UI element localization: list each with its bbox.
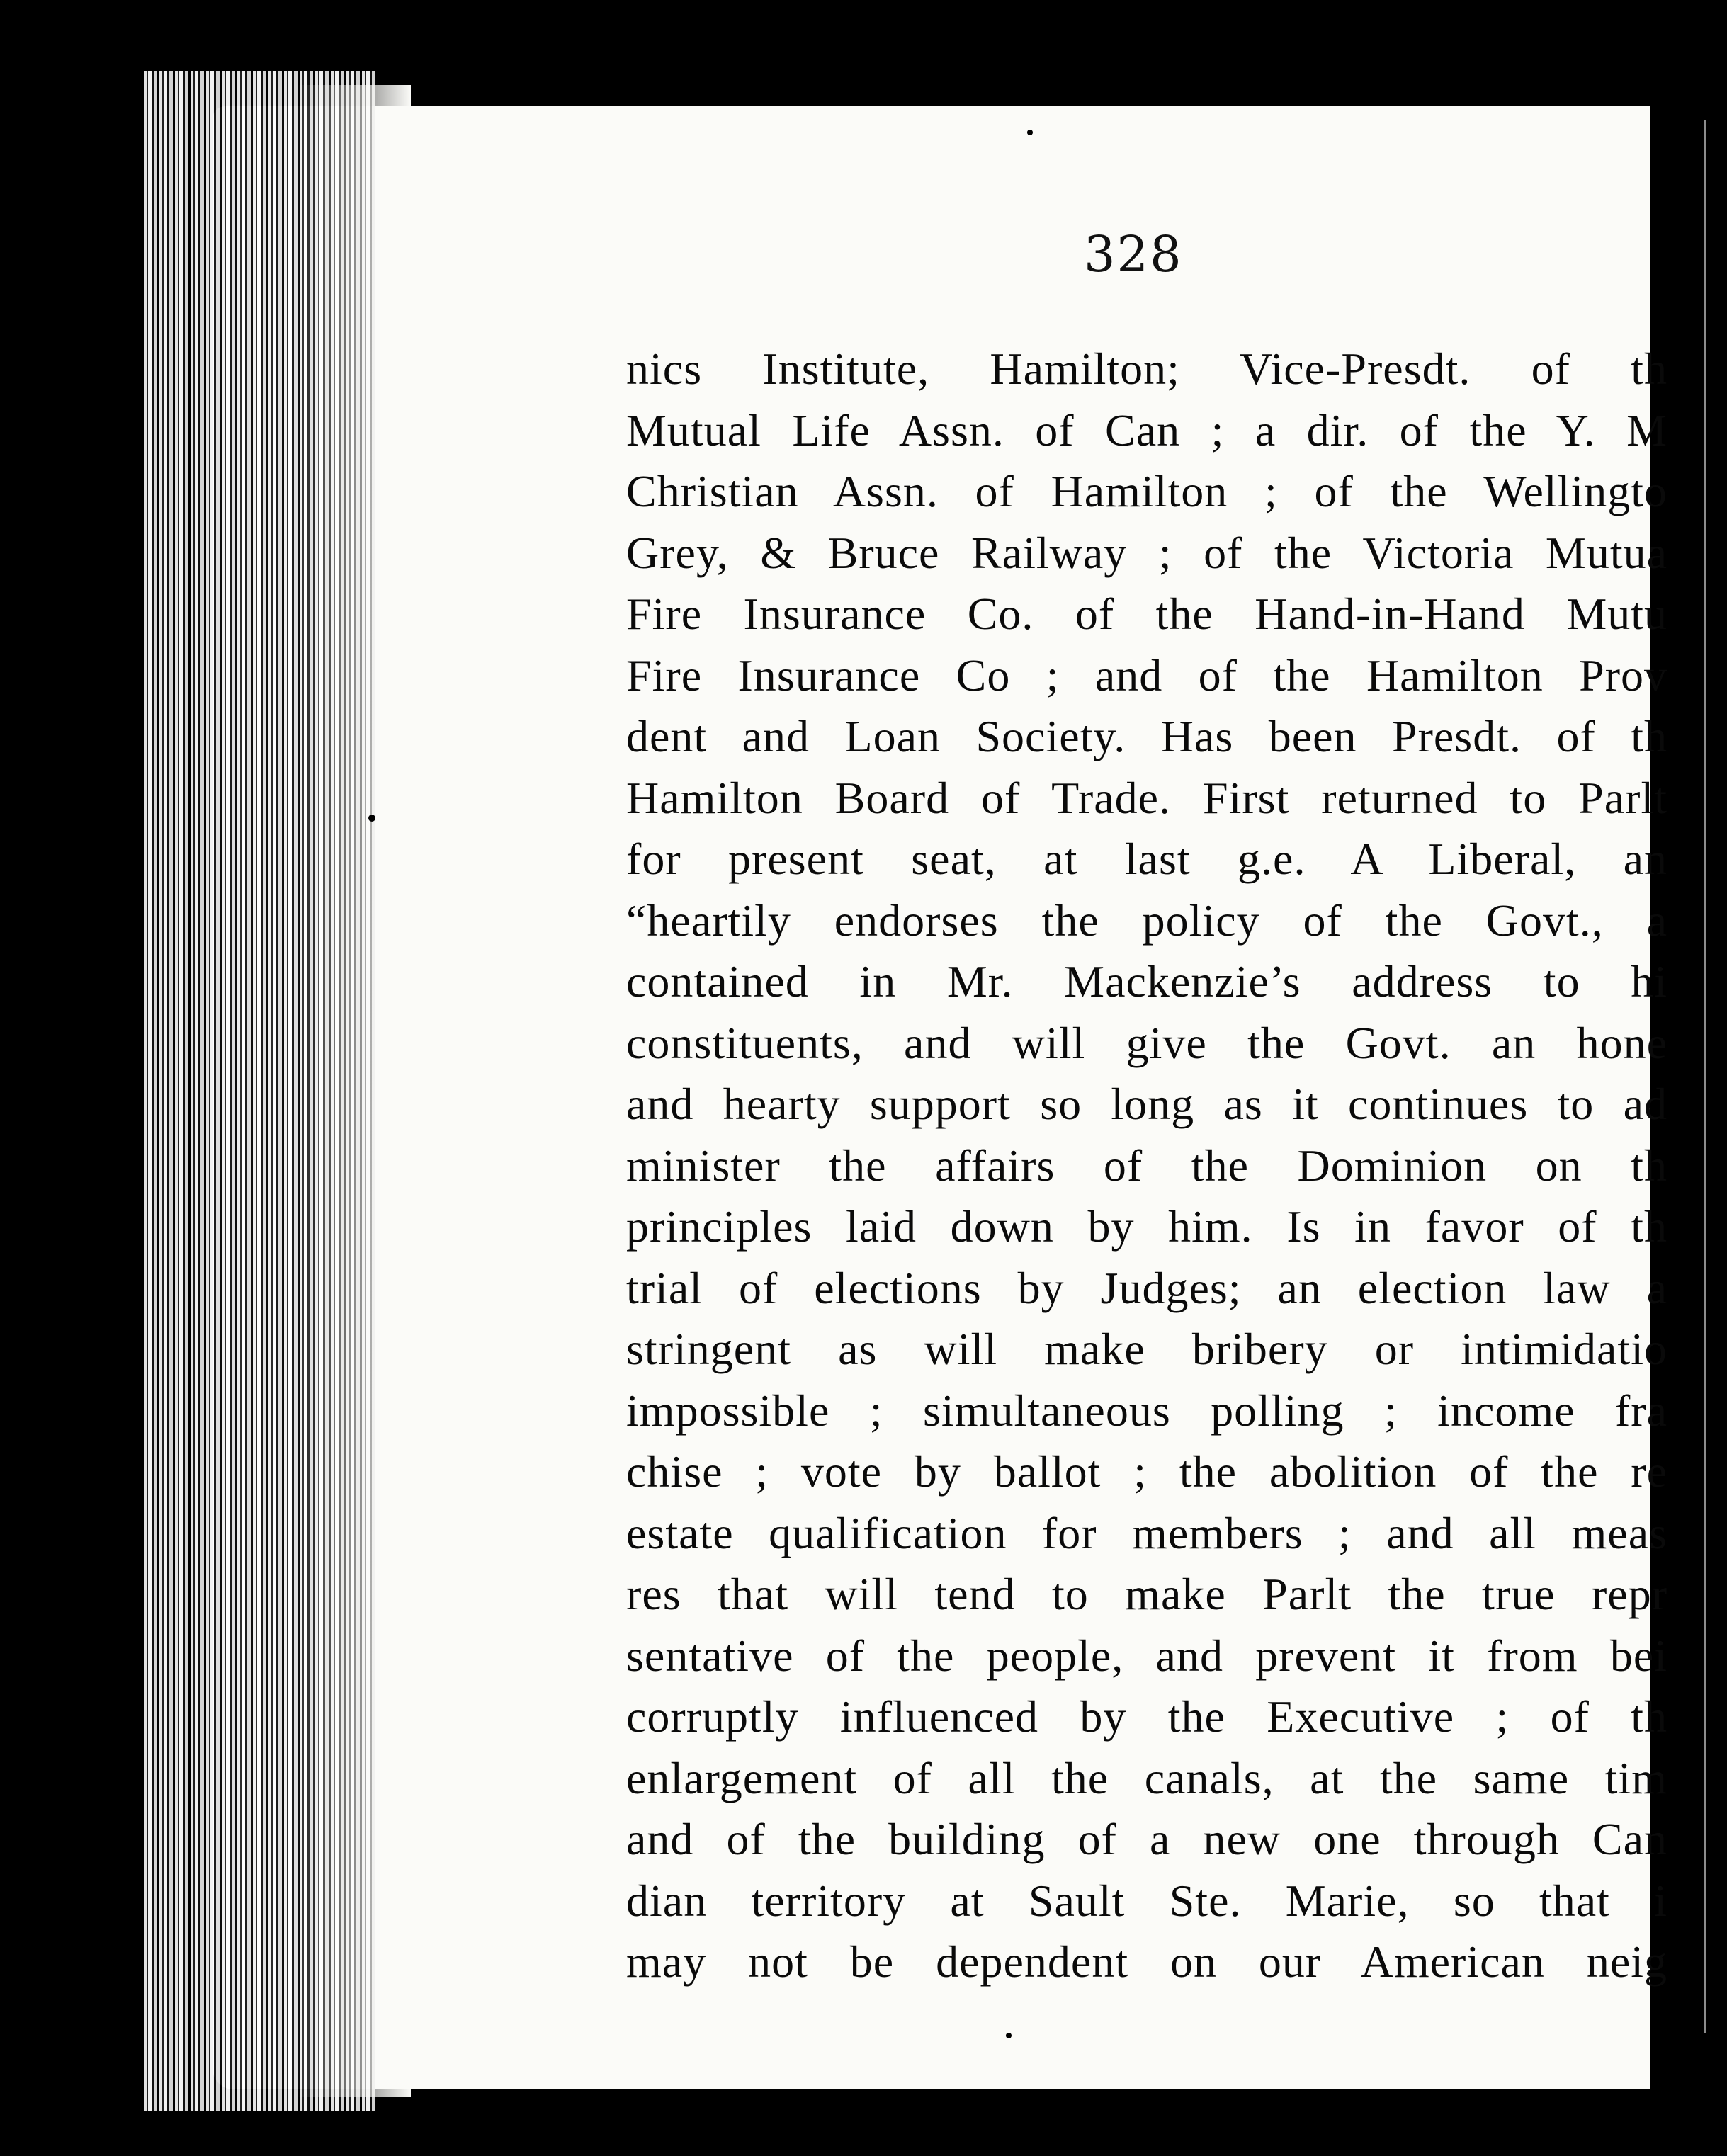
text-line: Grey, & Bruce Railway ; of the Victoria Mutua — [626, 527, 1667, 578]
text-line: estate qualification for members ; and all meas — [626, 1507, 1667, 1558]
text-line: enlargement of all the canals, at the same tim — [626, 1752, 1667, 1803]
text-line: Hamilton Board of Trade. First returned to Parlt — [626, 772, 1667, 823]
text-line: Fire Insurance Co. of the Hand-in-Hand Mutu — [626, 589, 1667, 639]
scan-speck — [368, 815, 375, 822]
text-line: stringent as will make bribery or intimidatio — [626, 1324, 1667, 1374]
text-line: chise ; vote by ballot ; the abolition of the re — [626, 1446, 1667, 1497]
text-line: principles laid down by him. Is in favor of th — [626, 1201, 1667, 1252]
page-number: 328 — [1084, 225, 1183, 283]
text-line: may not be dependent on our American neig — [626, 1936, 1667, 1987]
text-line: corruptly influenced by the Executive ; of th — [626, 1691, 1667, 1742]
text-line: and of the building of a new one through Can — [626, 1814, 1667, 1864]
text-line: sentative of the people, and prevent it from bei — [626, 1630, 1667, 1681]
text-line: dian territory at Sault Ste. Marie, so that i — [626, 1875, 1667, 1926]
binding-edge-line — [1704, 120, 1706, 2033]
text-line: minister the affairs of the Dominion on th — [626, 1140, 1667, 1191]
page-edge-shadow — [298, 85, 411, 2097]
text-line: constituents, and will give the Govt. an hone — [626, 1017, 1667, 1068]
text-line: nics Institute, Hamilton; Vice-Presdt. of th — [626, 344, 1667, 394]
text-line: Fire Insurance Co ; and of the Hamilton Prov — [626, 649, 1667, 700]
text-line: “heartily endorses the policy of the Govt., a — [626, 895, 1667, 946]
text-line: impossible ; simultaneous polling ; income fra — [626, 1385, 1667, 1436]
body-text — [626, 339, 1667, 2024]
text-line: Christian Assn. of Hamilton ; of the Wellingto — [626, 466, 1667, 516]
text-line: dent and Loan Society. Has been Presdt. of th — [626, 711, 1667, 761]
text-line: contained in Mr. Mackenzie’s address to hi — [626, 956, 1667, 1006]
scan-speck — [1027, 130, 1033, 135]
text-line: res that will tend to make Parlt the true repr — [626, 1569, 1667, 1619]
text-line: for present seat, at last g.e. A Liberal, an — [626, 834, 1667, 884]
text-line: trial of elections by Judges; an election law a — [626, 1262, 1667, 1313]
scan-speck — [1006, 2033, 1012, 2038]
text-line: Mutual Life Assn. of Can ; a dir. of the Y. M — [626, 404, 1667, 455]
text-line: and hearty support so long as it continues to ad — [626, 1079, 1667, 1129]
